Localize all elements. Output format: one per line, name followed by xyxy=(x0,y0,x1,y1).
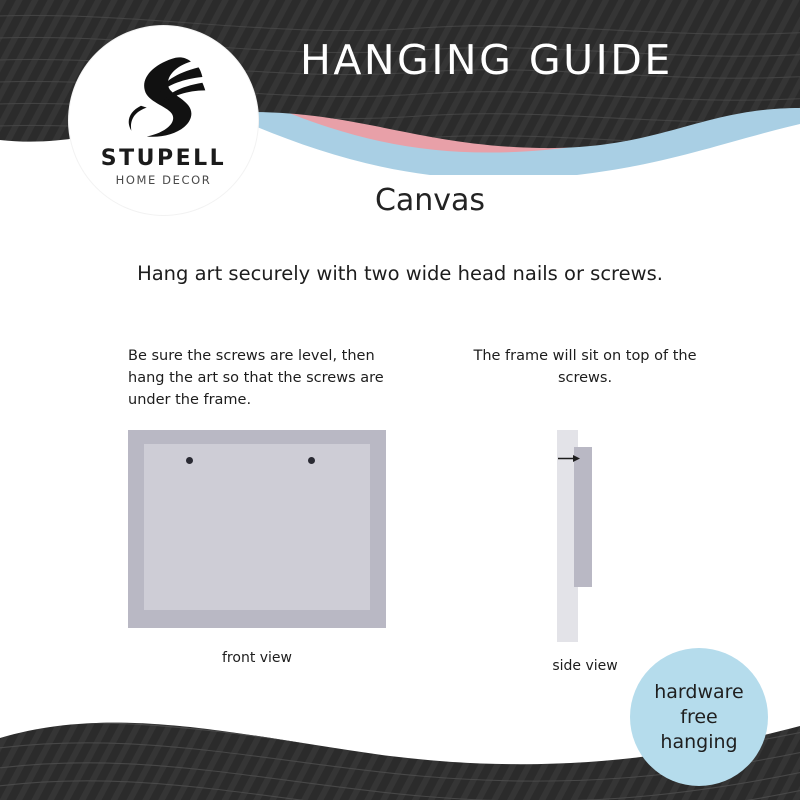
screw-dot-right xyxy=(308,457,315,464)
product-type-heading: Canvas xyxy=(374,183,486,218)
front-view-caption: Be sure the screws are level, then hang the art so that the screws are under the frame. xyxy=(128,348,384,408)
side-view-section xyxy=(460,345,710,389)
front-view-label: front view xyxy=(222,650,292,666)
brand-subtitle: HOME DECOR xyxy=(115,173,212,187)
badge-text xyxy=(654,680,744,755)
side-view-frame xyxy=(574,447,592,587)
side-view-label: side view xyxy=(552,658,618,674)
badge-line-2: free xyxy=(680,705,718,728)
front-view-section xyxy=(128,345,386,411)
screw-arrow-icon xyxy=(558,452,580,465)
side-view-caption: The frame will sit on top of the screws. xyxy=(473,348,697,386)
main-instruction: Hang art securely with two wide head nails or screws. xyxy=(137,262,663,285)
badge-line-1: hardware xyxy=(654,680,744,703)
page-title: HANGING GUIDE xyxy=(300,36,673,84)
status-badge xyxy=(630,648,768,786)
swirl-wave-logo-icon xyxy=(116,52,212,148)
badge-line-3: hanging xyxy=(660,730,738,753)
brand-logo xyxy=(69,26,258,215)
screw-dot-left xyxy=(186,457,193,464)
brand-name: STUPELL xyxy=(100,146,227,171)
front-view-frame xyxy=(128,430,386,628)
front-view-canvas xyxy=(144,444,370,610)
